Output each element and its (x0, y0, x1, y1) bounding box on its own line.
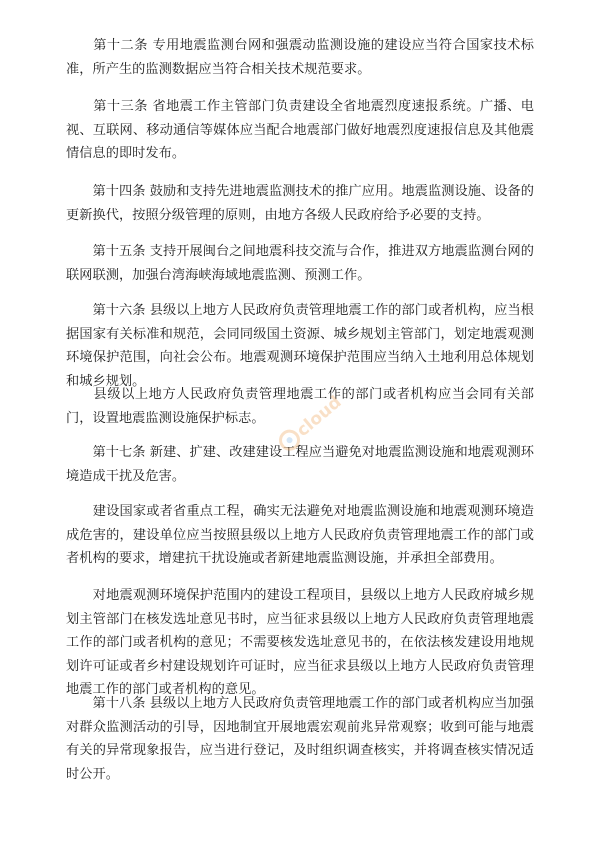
watermark-text: cloud (292, 392, 346, 441)
paragraph-article-16: 第十六条 县级以上地方人民政府负责管理地震工作的部门或者机构，应当根据国家有关标准和规范，会同同级国土资源、城乡规划主管部门，划定地震观测环境保护范围，向社会公布。地震观测环境保护范围应当纳入土地利用总体规划和城乡规划。 (66, 303, 534, 389)
cloud-watermark-logo (262, 384, 352, 454)
paragraph-article-13: 第十三条 省地震工作主管部门负责建设全省地震烈度速报系统。广播、电视、互联网、移动通信等媒体应当配合地震部门做好地震烈度速报信息及其他震情信息的即时发布。 (66, 99, 534, 161)
paragraph-article-16-continued: 县级以上地方人民政府负责管理地震工作的部门或者机构应当会同有关部门，设置地震监测设施保护标志。 (66, 387, 534, 426)
paragraph-article-15: 第十五条 支持开展闽台之间地震科技交流与合作，推进双方地震监测台网的联网联测，加强台湾海峡海域地震监测、预测工作。 (66, 244, 534, 283)
paragraph-article-17-third: 对地震观测环境保护范围内的建设工程项目，县级以上地方人民政府城乡规划主管部门在核发选址意见书时，应当征求县级以上地方人民政府负责管理地震工作的部门或者机构的意见；不需要核发选址意见书的，在依法核发建设用地规划许可证或者乡村建设规划许可证时，应当征求县级以上地方人民政府负责管理地震工作的部门或者机构的意见。 (66, 588, 534, 697)
paragraph-article-17: 第十七条 新建、扩建、改建建设工程应当避免对地震监测设施和地震观测环境造成干扰及危害。 (66, 445, 534, 484)
paragraph-article-12: 第十二条 专用地震监测台网和强震动监测设施的建设应当符合国家技术标准，所产生的监测数据应当符合相关技术规范要求。 (66, 38, 534, 77)
paragraph-article-17-second: 建设国家或者省重点工程，确实无法避免对地震监测设施和地震观测环境造成危害的，建设单位应当按照县级以上地方人民政府负责管理地震工作的部门或者机构的要求，增建抗干扰设施或者新建地震监测设施，并承担全部费用。 (66, 504, 534, 566)
paragraph-article-14: 第十四条 鼓励和支持先进地震监测技术的推广应用。地震监测设施、设备的更新换代，按照分级管理的原则，由地方各级人民政府给予必要的支持。 (66, 184, 534, 223)
paragraph-article-18: 第十八条 县级以上地方人民政府负责管理地震工作的部门或者机构应当加强对群众监测活动的引导，因地制宜开展地震宏观前兆异常观察；收到可能与地震有关的异常现象报告，应当进行登记，及时组织调查核实，并将调查核实情况适时公开。 (66, 696, 534, 782)
